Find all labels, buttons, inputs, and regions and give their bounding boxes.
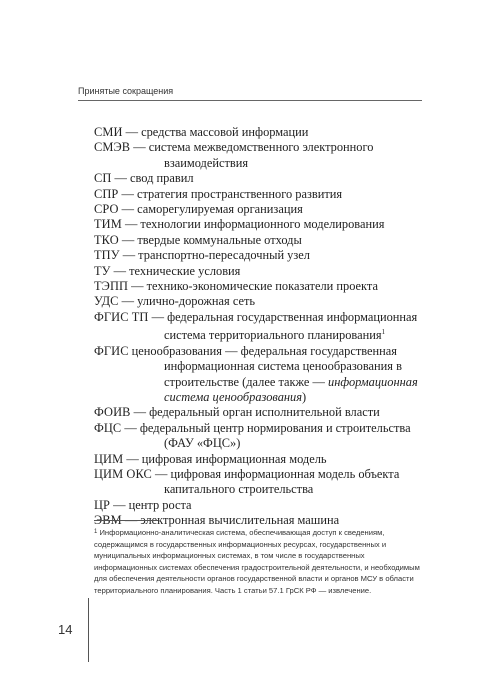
abbreviation-term: СП	[94, 171, 112, 186]
abbreviation-definition: — цифровая информационная модель объекта капитального строительства	[151, 466, 400, 497]
abbreviation-entry	[94, 264, 424, 279]
footnote-text: Информационно-аналитическая система, обеспечивающая доступ к сведениям, содержащимся в государственных информационных ресурсах, государственных и муниципальных информационных системах, в том числе в государственных информационных системах обеспечения градостроительной деятельности, и необходимым для обеспечения деятельности органов государственной власти и органов МСУ в области территориального планирования. Часть 1 статьи 57.1 ГрСК РФ — извлечение.	[94, 528, 420, 595]
abbreviation-entry	[94, 310, 424, 344]
abbreviation-entry	[94, 233, 424, 248]
abbreviation-definition: — транспортно-пересадочный узел	[119, 248, 310, 263]
abbreviation-entry	[94, 405, 424, 420]
footnote-reference[interactable]: 1	[381, 328, 386, 337]
abbreviation-definition: — система межведомственного электронного взаимодействия	[130, 140, 374, 170]
abbreviation-definition: — федеральный центр нормирования и строительства (ФАУ «ФЦС»)	[121, 420, 411, 451]
abbreviation-term: ЦИМ ОКС	[94, 466, 152, 481]
abbreviation-term: ЦР	[94, 497, 111, 512]
abbreviation-entry	[94, 171, 424, 186]
abbreviation-definition: — центр роста	[110, 497, 192, 512]
abbreviation-definition: — технические условия	[110, 263, 241, 278]
abbreviation-term: ЦИМ	[94, 451, 124, 466]
abbreviation-term: ФГИС ТП	[94, 309, 149, 324]
page-number: 14	[58, 622, 73, 637]
abbreviation-entry	[94, 344, 424, 406]
abbreviation-term: СМИ	[94, 125, 123, 139]
abbreviation-entry	[94, 452, 424, 467]
abbreviation-entry	[94, 279, 424, 294]
abbreviation-definition: — твердые коммунальные отходы	[118, 232, 302, 247]
abbreviation-entry	[94, 202, 424, 217]
abbreviation-entry	[94, 248, 424, 263]
abbreviation-definition: — средства массовой информации	[122, 125, 309, 139]
abbreviation-term: СМЭВ	[94, 140, 131, 155]
header-divider	[78, 100, 422, 101]
abbreviation-definition: — федеральный орган исполнительной власти	[130, 405, 380, 420]
abbreviation-term: СПР	[94, 186, 119, 201]
abbreviation-list	[94, 125, 424, 529]
footnote-divider	[94, 520, 158, 521]
abbreviation-entry	[94, 140, 424, 171]
abbreviation-definition-end: )	[302, 389, 307, 404]
abbreviation-term: ТЭПП	[94, 279, 129, 294]
abbreviation-term: ТИМ	[94, 217, 122, 232]
running-header: Принятые сокращения	[78, 86, 174, 96]
abbreviation-term: ТКО	[94, 232, 119, 247]
abbreviation-definition: ценообразования — федеральная государственная информационная система ценообразования в строительстве (далее также —	[128, 343, 402, 389]
page-number-divider	[88, 598, 89, 662]
abbreviation-entry	[94, 294, 424, 309]
abbreviation-definition: — технико-экономические показатели проекта	[128, 279, 378, 294]
abbreviation-term: УДС	[94, 294, 119, 309]
abbreviation-definition: — улично-дорожная сеть	[118, 294, 256, 309]
abbreviation-definition: — саморегулируемая организация	[118, 202, 303, 217]
abbreviation-term: СРО	[94, 202, 119, 217]
abbreviation-term: ФЦС	[94, 420, 122, 435]
abbreviation-term: ТПУ	[94, 248, 120, 263]
abbreviation-entry	[94, 467, 424, 498]
footnote	[94, 527, 424, 597]
abbreviation-definition: — свод правил	[111, 171, 194, 186]
abbreviation-term: ТУ	[94, 263, 111, 278]
abbreviation-entry	[94, 498, 424, 513]
abbreviation-definition: — технологии информационного моделирования	[121, 217, 385, 232]
abbreviation-term: ФОИВ	[94, 405, 131, 420]
abbreviation-definition: — стратегия пространственного развития	[118, 186, 343, 201]
abbreviation-entry	[94, 217, 424, 232]
abbreviation-definition-italic: информационная система ценообразования	[164, 374, 418, 404]
abbreviation-definition: — цифровая информационная модель	[123, 451, 327, 466]
abbreviation-term: ФГИС	[94, 343, 129, 358]
footnote-mark: 1	[94, 529, 98, 535]
abbreviation-definition: — федеральная государственная информационная система территориального планирования	[148, 309, 418, 343]
abbreviation-entry	[94, 125, 424, 140]
abbreviation-term: ЭВМ	[94, 513, 122, 528]
abbreviation-entry	[94, 421, 424, 452]
abbreviation-entry	[94, 187, 424, 202]
abbreviation-definition: — электронная вычислительная машина	[121, 513, 340, 528]
